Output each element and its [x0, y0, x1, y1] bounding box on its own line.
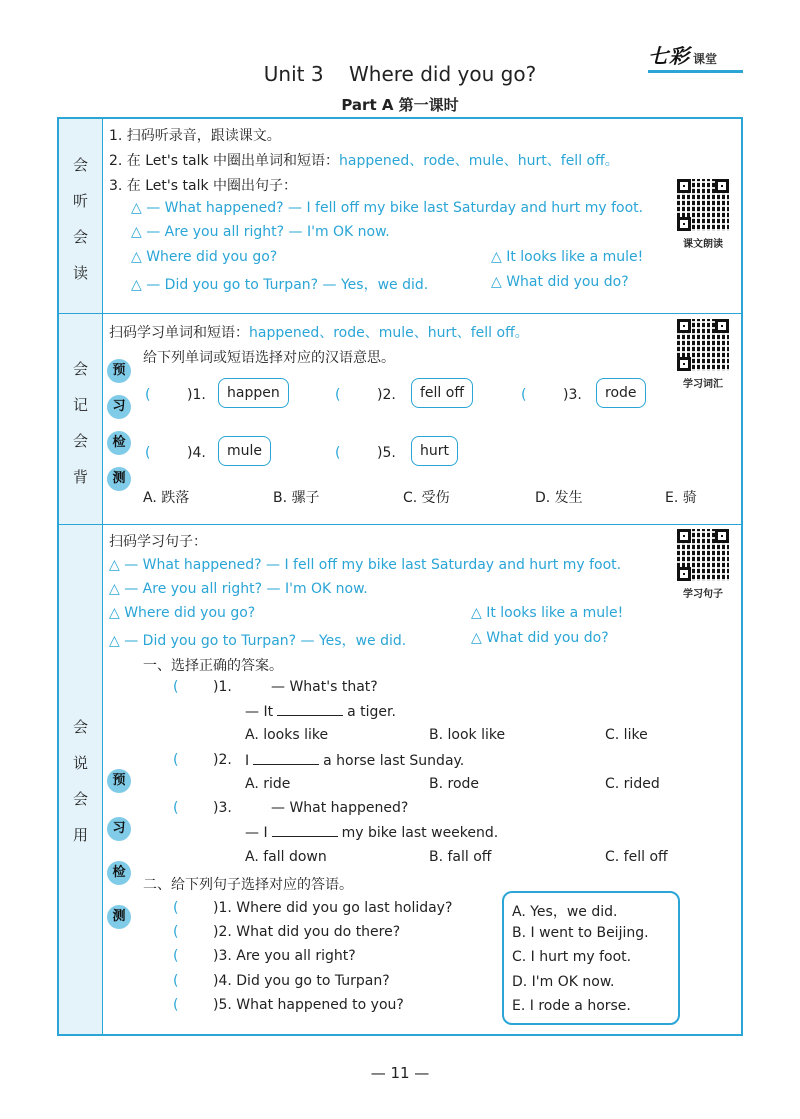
question-fill-line: — I my bike last weekend. [245, 825, 499, 841]
option-c: C. rided [605, 776, 660, 792]
page-title: Unit 3 Where did you go? [263, 62, 537, 86]
option-a: A. 跌落 [143, 490, 190, 506]
answer-option: B. I went to Beijing. [512, 925, 649, 941]
preview-circle: 测 [107, 905, 131, 929]
option-a: A. fall down [245, 849, 327, 865]
answer-paren[interactable]: ( [173, 973, 179, 989]
side-label-listen-read: 会 听 会 读 [72, 156, 88, 282]
question-fill-line: — It a tiger. [245, 704, 396, 720]
scan-sentences: 扫码学习句子： [109, 534, 207, 550]
section-divider [59, 524, 741, 525]
match-question: )4. Did you go to Turpan? [213, 973, 390, 989]
sentence-6: △ What did you do? [491, 274, 629, 290]
answer-paren[interactable]: ( [521, 387, 527, 403]
instruction-3: 3. 在 Let's talk 中圈出句子： [109, 178, 298, 194]
word-number: )1. [187, 387, 206, 403]
option-d: D. 发生 [535, 490, 583, 506]
section-divider [59, 313, 741, 314]
answer-paren[interactable]: ( [173, 924, 179, 940]
sentence-5: △ — Did you go to Turpan? — Yes，we did. [109, 633, 407, 649]
fill-blank[interactable] [272, 824, 338, 837]
sentence-3: △ Where did you go? [131, 249, 278, 265]
question-fill-line: I a horse last Sunday. [245, 753, 465, 769]
word-box-happen: happen [218, 378, 289, 408]
preview-circle: 习 [107, 395, 131, 419]
worksheet-frame [57, 117, 743, 1036]
option-c: C. fell off [605, 849, 668, 865]
question-number: )2. [213, 752, 232, 768]
qr-code-icon[interactable] [677, 179, 729, 231]
option-a: A. looks like [245, 727, 329, 743]
answer-paren[interactable]: ( [173, 948, 179, 964]
preview-circle: 测 [107, 467, 131, 491]
sentence-2: △ — Are you all right? — I'm OK now. [131, 224, 390, 240]
answer-options-box [502, 891, 680, 1025]
answer-option: D. I'm OK now. [512, 974, 615, 990]
qr-code-icon[interactable] [677, 319, 729, 371]
option-b: B. rode [429, 776, 480, 792]
question-text: — What happened? [271, 800, 409, 816]
answer-paren[interactable]: ( [173, 900, 179, 916]
part2-title: 二、给下列句子选择对应的答语。 [143, 877, 353, 893]
option-e: E. 骑 [665, 490, 697, 506]
answer-paren[interactable]: ( [145, 387, 151, 403]
question-number: )1. [213, 679, 232, 695]
word-number: )4. [187, 445, 206, 461]
answer-paren[interactable]: ( [145, 445, 151, 461]
sentence-5: △ — Did you go to Turpan? — Yes，we did. [131, 277, 429, 293]
word-number: )3. [563, 387, 582, 403]
instruction-1: 1. 扫码听录音，跟读课文。 [109, 128, 281, 144]
qr-code-icon[interactable] [677, 529, 729, 581]
qr-label: 学习句子 [683, 589, 723, 600]
word-box-fell-off: fell off [411, 378, 473, 408]
word-number: )2. [377, 387, 396, 403]
preview-circle: 检 [107, 861, 131, 885]
match-question: )1. Where did you go last holiday? [213, 900, 453, 916]
answer-paren[interactable]: ( [173, 997, 179, 1013]
word-box-hurt: hurt [411, 436, 458, 466]
question-text: — What's that? [271, 679, 378, 695]
answer-paren[interactable]: ( [173, 800, 179, 816]
sentence-2: △ — Are you all right? — I'm OK now. [109, 581, 368, 597]
match-instruction: 给下列单词或短语选择对应的汉语意思。 [143, 350, 395, 366]
scan-instruction: 扫码学习单词和短语：happened、rode、mule、hurt、fell off。 [109, 325, 529, 341]
sentence-6: △ What did you do? [471, 630, 609, 646]
fill-blank[interactable] [277, 703, 343, 716]
option-b: B. 骡子 [273, 490, 320, 506]
part1-title: 一、选择正确的答案。 [143, 658, 283, 674]
sentence-4: △ It looks like a mule! [471, 605, 624, 621]
option-c: C. 受伤 [403, 490, 450, 506]
answer-option: A. Yes，we did. [512, 904, 618, 920]
option-b: B. look like [429, 727, 506, 743]
answer-paren[interactable]: ( [335, 387, 341, 403]
preview-circle: 预 [107, 769, 131, 793]
preview-circle: 习 [107, 817, 131, 841]
answer-paren[interactable]: ( [173, 679, 179, 695]
option-a: A. ride [245, 776, 291, 792]
side-label-memorize: 会 记 会 背 [72, 360, 88, 486]
option-b: B. fall off [429, 849, 492, 865]
preview-circle: 检 [107, 431, 131, 455]
instruction-2: 2. 在 Let's talk 中圈出单词和短语：happened、rode、mule、hurt、fell off。 [109, 153, 619, 169]
side-label-speak-use: 会 说 会 用 [72, 718, 88, 844]
qr-label: 课文朗读 [683, 239, 723, 250]
brand-logo: 七彩 课堂 [648, 40, 743, 72]
match-question: )3. Are you all right? [213, 948, 356, 964]
question-number: )3. [213, 800, 232, 816]
answer-paren[interactable]: ( [173, 752, 179, 768]
page-subtitle: Part A 第一课时 [341, 96, 459, 114]
sentence-1: △ — What happened? — I fell off my bike last Saturday and hurt my foot. [109, 557, 622, 573]
word-box-mule: mule [218, 436, 271, 466]
word-number: )5. [377, 445, 396, 461]
word-box-rode: rode [596, 378, 646, 408]
page-number: — 11 — [370, 1064, 430, 1082]
match-question: )2. What did you do there? [213, 924, 401, 940]
qr-label: 学习词汇 [683, 379, 723, 390]
answer-option: E. I rode a horse. [512, 998, 631, 1014]
sentence-3: △ Where did you go? [109, 605, 256, 621]
option-c: C. like [605, 727, 648, 743]
sentence-4: △ It looks like a mule! [491, 249, 644, 265]
preview-circle: 预 [107, 359, 131, 383]
fill-blank[interactable] [253, 752, 319, 765]
sentence-1: △ — What happened? — I fell off my bike last Saturday and hurt my foot. [131, 200, 644, 216]
answer-option: C. I hurt my foot. [512, 949, 632, 965]
match-question: )5. What happened to you? [213, 997, 404, 1013]
answer-paren[interactable]: ( [335, 445, 341, 461]
